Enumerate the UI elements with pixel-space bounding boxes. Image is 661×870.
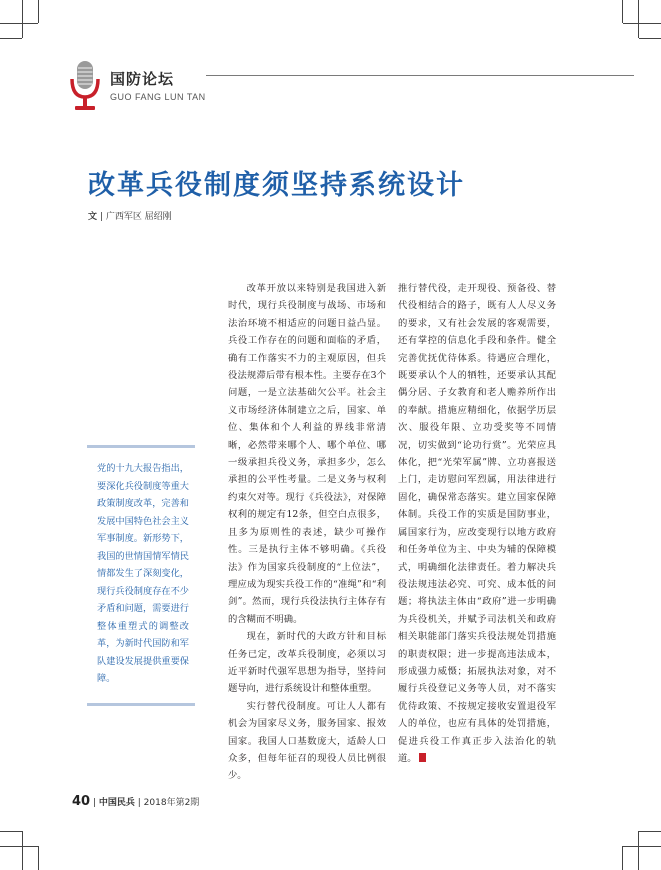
crop-mark (38, 846, 39, 870)
paragraph-text: 推行替代役，走开现役、预备役、替代役相结合的路子，既有人人尽义务的要求，又有社会发展的客观需要，还有掌控的信息化手段和条件。健全完善优抚优待体系。待遇应合理化，既要承认个人的牺牲，还要承认其配偶分居、子女教育和老人赡养所作出的奉献。措施应精细化，依据学历层次、服役年限、立功受奖等不同情况，切实做到“论功行赏”。光荣应具体化，把“光荣军属”牌、立功喜报送上门，走访慰问军烈属，用法律进行固化，确保常态落实。建立国家保障体制。兵役工作的实质是国防事业，属国家行为，应改变现行以地方政府和任务单位为主、中央为辅的保障模式，明确细化法律责任。着力解决兵役法规违法必究、可究、成本低的问题；将执法主体由“政府”进一步明确为兵役机关，并赋予司法机关和政府相关职能部门落实兵役法规处罚措施的职责权限；进一步提高违法成本，形成强力威慑；拓展执法对象，对不履行兵役登记义务等人员，对不落实优待政策、不按规定接收安置退役军人的单位，也应有具体的处罚措施，促进兵役工作真正步入法治化的轨道。 (398, 283, 556, 764)
byline (88, 209, 172, 222)
crop-mark (623, 23, 661, 24)
page-number: 40 (72, 794, 91, 809)
footer-separator: | (137, 798, 144, 808)
footer-separator: | (92, 798, 99, 808)
microphone-icon (68, 60, 102, 112)
section-title: 国防论坛 (110, 70, 175, 88)
end-mark-icon (419, 753, 426, 762)
section-subtitle: GUO FANG LUN TAN (110, 92, 206, 102)
paragraph: 实行替代役制度。可让人人都有机会为国家尽义务，服务国家、报效国家。我国人口基数庞大，适龄人口众多，但每年征召的现役人员比例很少。 (228, 700, 386, 782)
sidebar-quote-text: 党的十九大报告指出，要深化兵役制度等重大政策制度改革，完善和发展中国特色社会主义军事制度。新形势下，我国的世情国情军情民情都发生了深刻变化，现行兵役制度存在不少矛盾和问题，需要进行整体重塑式的调整改革，为新时代国防和军队建设发展提供重要保障。 (97, 463, 189, 684)
body-column-1 (228, 280, 386, 785)
crop-mark (639, 831, 661, 832)
crop-mark (622, 846, 623, 870)
page-footer (72, 794, 199, 809)
crop-mark (22, 0, 23, 38)
header-rule (206, 75, 634, 76)
magazine-name: 中国民兵 (98, 798, 135, 808)
crop-mark (38, 0, 39, 23)
crop-mark (0, 831, 22, 832)
crop-mark (22, 831, 23, 870)
issue-label: 2018年第2期 (143, 798, 200, 808)
paragraph: 改革开放以来特别是我国进入新时代，现行兵役制度与战场、市场和法治环境不相适应的问题日益凸显。兵役工作存在的问题和面临的矛盾，确有工作落实不力的主观原因，但兵役法规滞后带有根本性。主要存在3个问题，一是立法基础欠公平。社会主义市场经济体制建立之后，国家、单位、集体和个人利益的界线非常清晰，必然带来哪个人、哪个单位、哪一级承担兵役义务，承担多少，怎么承担的公平性考量。二是义务与权利约束欠对等。现行《兵役法》，对保障权利的规定有12条，但空白点很多，且多为原则性的表述，缺少可操作性。三是执行主体不够明确。《兵役法》作为国家兵役制度的“上位法”，理应成为现实兵役工作的“准绳”和“利剑”。然而，现行兵役法执行主体存有的含糊而不明确。 (228, 283, 386, 625)
crop-mark (622, 0, 623, 23)
byline-lead: 文 (88, 212, 98, 222)
crop-mark (0, 38, 22, 39)
paragraph (398, 280, 556, 767)
crop-mark (638, 0, 639, 38)
crop-mark (0, 23, 38, 24)
paragraph: 现在，新时代的大政方针和目标任务已定，改革兵役制度，必须以习近平新时代强军思想为指导，坚持问题导向，进行系统设计和整体重塑。 (228, 631, 386, 695)
sidebar-quote (87, 445, 195, 706)
article-headline: 改革兵役制度须坚持系统设计 (88, 170, 465, 201)
crop-mark (623, 846, 661, 847)
crop-mark (0, 846, 38, 847)
byline-separator: | (99, 212, 103, 222)
byline-author: 广西军区 屈绍刚 (105, 212, 172, 222)
body-column-2 (398, 280, 556, 767)
crop-mark (639, 38, 661, 39)
crop-mark (638, 831, 639, 870)
